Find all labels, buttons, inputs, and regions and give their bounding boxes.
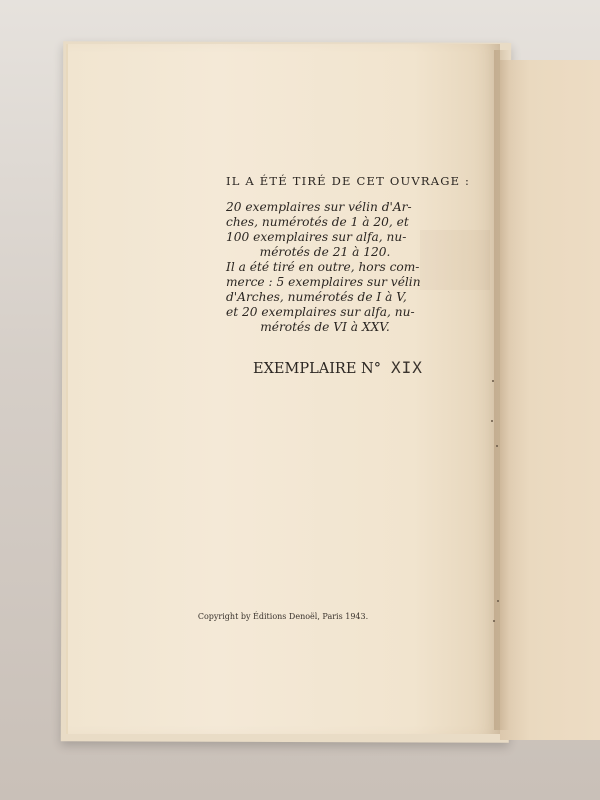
limitation-line: 20 exemplaires sur vélin d'Ar- (226, 200, 412, 214)
bleed-through-shadow (420, 230, 490, 290)
limitation-line: Il a été tiré en outre, hors com- (226, 260, 420, 274)
limitation-line: 100 exemplaires sur alfa, nu- (226, 230, 407, 244)
copy-number (253, 358, 423, 377)
limitation-line: mérotés de 21 à 120. (259, 245, 391, 259)
book-gutter (494, 50, 516, 730)
copyright-line: Copyright by Éditions Denoël, Paris 1943. (197, 612, 369, 621)
limitation-heading: IL A ÉTÉ TIRÉ DE CET OUVRAGE : (226, 174, 471, 188)
copy-number-value: XIX (390, 358, 423, 377)
limitation-line: ches, numérotés de 1 à 20, et (226, 215, 409, 229)
left-page (66, 44, 500, 734)
limitation-line: merce : 5 exemplaires sur vélin (226, 275, 421, 289)
limitation-notice (226, 174, 471, 335)
limitation-line: et 20 exemplaires sur alfa, nu- (226, 305, 415, 319)
copy-number-label: EXEMPLAIRE N° (253, 361, 381, 377)
limitation-line: d'Arches, numérotés de I à V, (226, 290, 407, 304)
limitation-text (226, 200, 424, 335)
limitation-line: mérotés de VI à XXV. (260, 320, 390, 334)
